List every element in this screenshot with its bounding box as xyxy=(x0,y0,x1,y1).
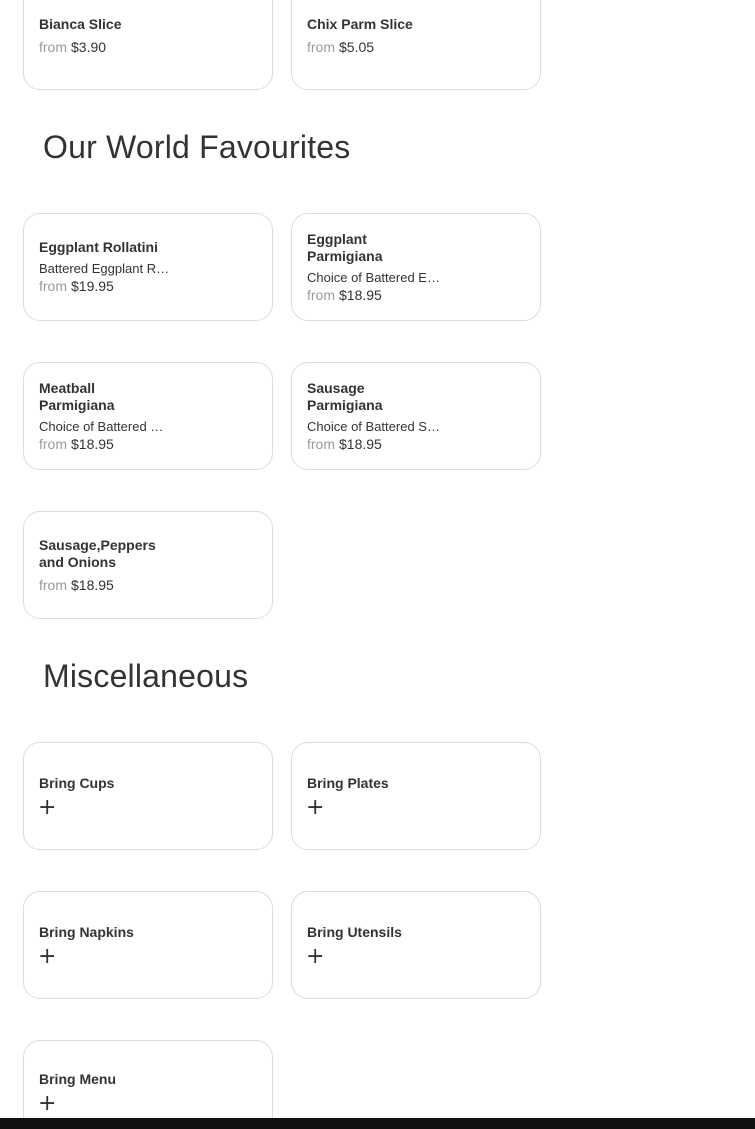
section-title: Our World Favourites xyxy=(43,129,351,165)
misc-item-card[interactable] xyxy=(291,742,541,850)
item-name: Sausage Parmigiana xyxy=(307,379,383,413)
price-from-label: from xyxy=(307,286,335,303)
price-from-label: from xyxy=(39,39,67,55)
item-name: Bring Cups xyxy=(39,774,115,791)
item-price xyxy=(39,577,167,594)
price-from-label: from xyxy=(307,435,335,452)
plus-icon[interactable]: + xyxy=(38,1091,57,1116)
item-price xyxy=(307,436,407,453)
menu-item-card[interactable] xyxy=(23,362,273,470)
section-title: Miscellaneous xyxy=(43,658,249,694)
item-price xyxy=(39,278,179,295)
menu-item-card[interactable] xyxy=(23,511,273,619)
price-amount: $5.05 xyxy=(339,39,375,55)
item-description: Battered Eggplant R… xyxy=(39,261,170,276)
plus-icon[interactable]: + xyxy=(38,794,57,820)
item-name: Bring Utensils xyxy=(307,923,402,940)
menu-item-card[interactable] xyxy=(291,213,541,321)
item-name: Bring Menu xyxy=(39,1071,116,1087)
price-from-label: from xyxy=(39,435,67,452)
misc-item-card[interactable] xyxy=(23,742,273,850)
menu-item-card[interactable] xyxy=(291,362,541,470)
item-price xyxy=(39,39,179,56)
price-amount: $18.95 xyxy=(71,435,114,452)
item-price xyxy=(307,39,447,56)
item-name: Bianca Slice xyxy=(39,16,122,32)
price-amount: $18.95 xyxy=(339,435,382,452)
item-name: Chix Parm Slice xyxy=(307,16,413,32)
misc-item-card[interactable] xyxy=(291,891,541,999)
item-name: Sausage,Peppers and Onions xyxy=(39,536,156,570)
item-name: Eggplant Rollatini xyxy=(39,239,158,255)
plus-icon[interactable]: + xyxy=(38,943,57,969)
price-from-label: from xyxy=(307,39,335,55)
price-amount: $18.95 xyxy=(339,286,382,303)
menu-item-card[interactable] xyxy=(23,0,273,90)
misc-item-card[interactable] xyxy=(23,891,273,999)
price-amount: $18.95 xyxy=(71,576,114,593)
bottom-bar xyxy=(0,1118,755,1129)
item-price xyxy=(307,287,417,304)
item-description: Choice of Battered S… xyxy=(307,418,440,434)
item-description: Choice of Battered … xyxy=(39,418,164,434)
menu-item-card[interactable] xyxy=(291,0,541,90)
price-amount: $19.95 xyxy=(71,278,114,294)
item-name: Meatball Parmigiana xyxy=(39,379,115,413)
item-name: Bring Plates xyxy=(307,774,389,791)
price-from-label: from xyxy=(39,576,67,593)
menu-item-card[interactable] xyxy=(23,213,273,321)
misc-item-card[interactable] xyxy=(23,1040,273,1119)
item-name: Eggplant Parmigiana xyxy=(307,230,383,264)
item-name: Bring Napkins xyxy=(39,923,134,940)
price-amount: $3.90 xyxy=(71,39,107,55)
item-price xyxy=(39,436,139,453)
plus-icon[interactable]: + xyxy=(306,943,325,969)
price-from-label: from xyxy=(39,278,67,294)
plus-icon[interactable]: + xyxy=(306,794,325,820)
item-description: Choice of Battered E… xyxy=(307,269,440,285)
